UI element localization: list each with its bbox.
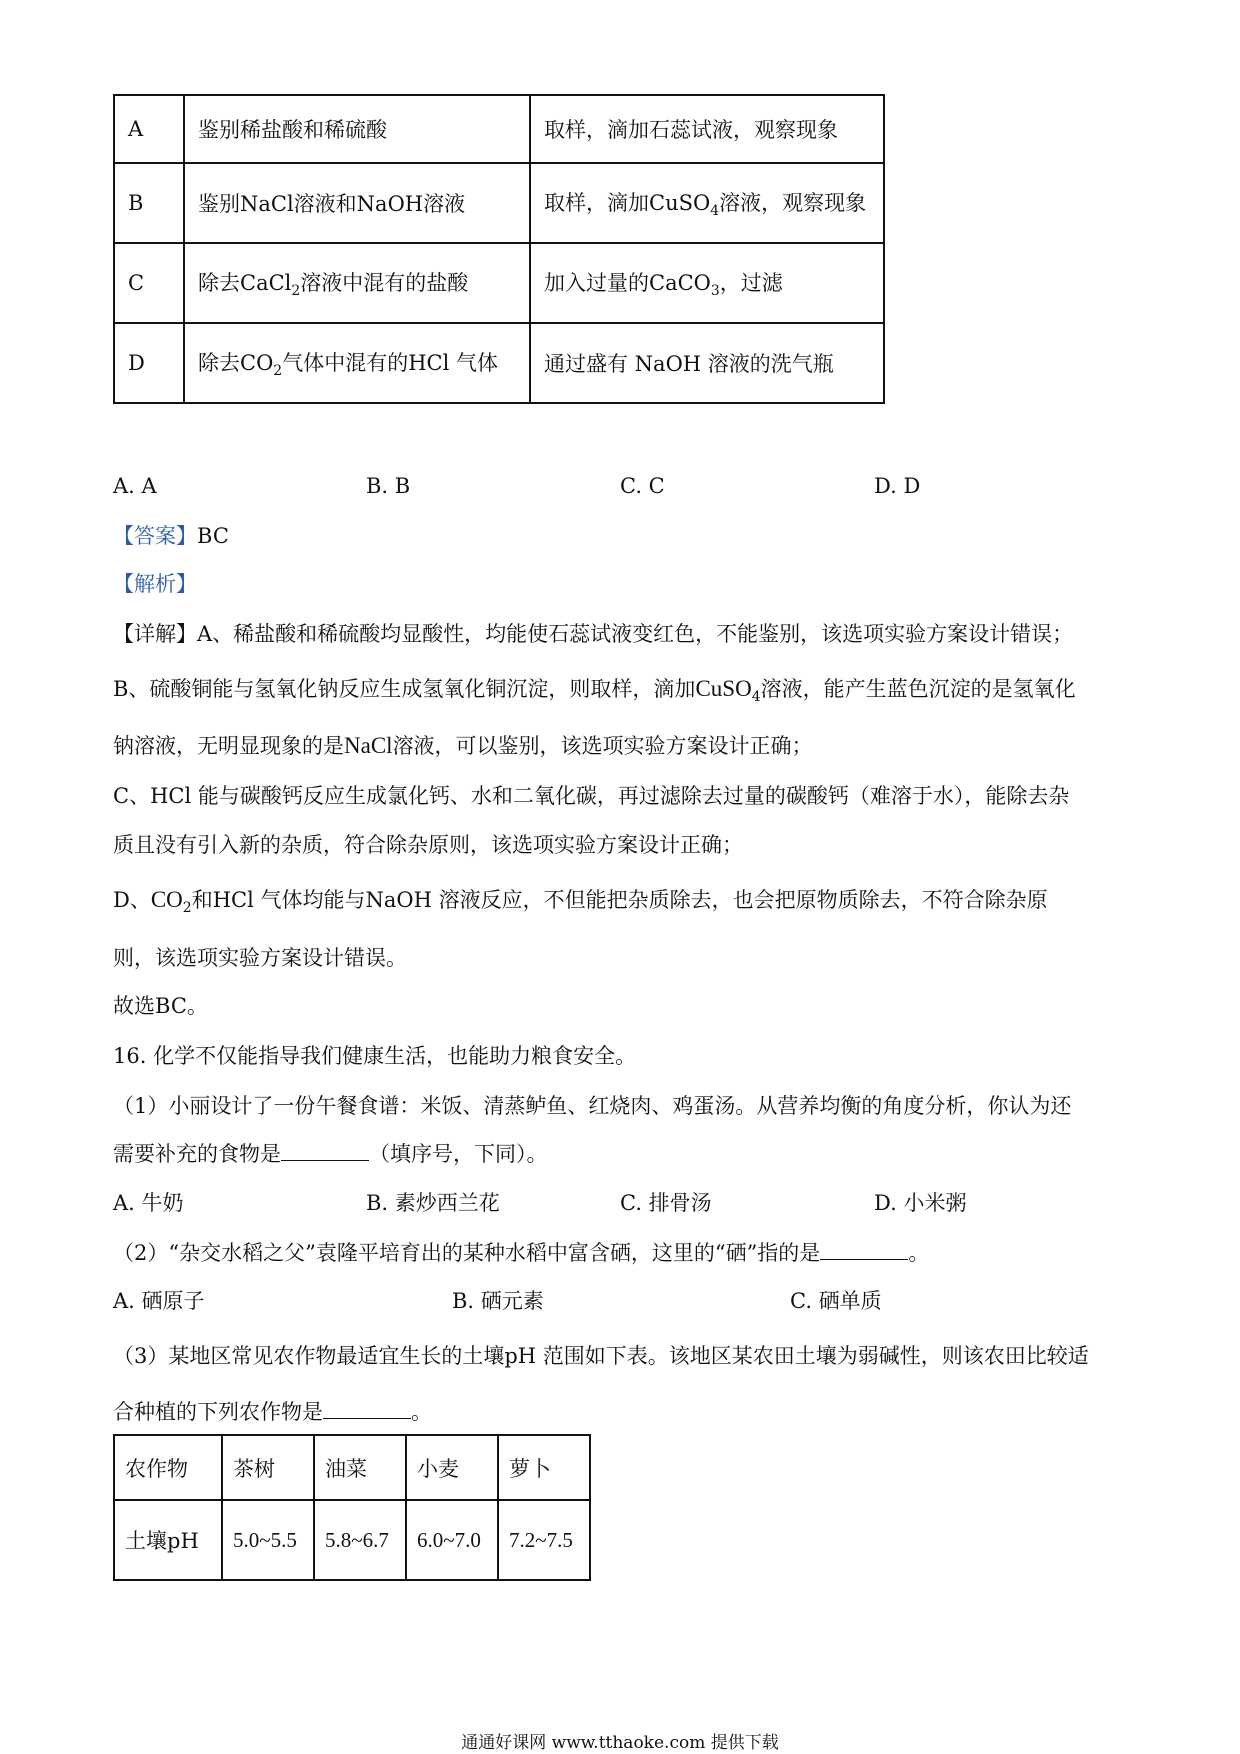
row-purpose: 鉴别NaCl溶液和NaOH溶液 xyxy=(184,163,530,243)
table-header-cell: 油菜 xyxy=(314,1435,406,1500)
option-b: B. 硒元素 xyxy=(452,1289,544,1313)
row-purpose: 除去$CO_2$气体中混有的HCl 气体 xyxy=(184,323,530,403)
table-cell: 7.2~7.5 xyxy=(498,1500,590,1580)
experiment-table xyxy=(113,94,885,404)
question-part: （3）某地区常见农作物最适宜生长的土壤pH 范围如下表。该地区某农田土壤为弱碱性，则该农田比较适 xyxy=(113,1344,1089,1368)
option-c: C. 排骨汤 xyxy=(620,1191,712,1215)
option-c: C. C xyxy=(620,474,665,498)
detail-line: B、硫酸铜能与氢氧化钠反应生成氢氧化铜沉淀，则取样，滴加CuSO$_4$溶液，能产生蓝色沉淀的是氢氧化 xyxy=(113,676,1076,705)
table-row xyxy=(114,1500,590,1580)
row-label: A xyxy=(114,95,184,163)
table-header-cell: 萝卜 xyxy=(498,1435,590,1500)
question-part: 需要补充的食物是 （填序号，下同）。 xyxy=(113,1142,548,1166)
detail-line: C、HCl 能与碳酸钙反应生成氯化钙、水和二氧化碳，再过滤除去过量的碳酸钙（难溶于水），能除去杂 xyxy=(113,784,1070,808)
detail-line: D、$CO_2$和HCl 气体均能与NaOH 溶液反应，不但能把杂质除去，也会把原物质除去，不符合除杂原 xyxy=(113,887,1048,916)
row-purpose: 除去CaCl$_2$溶液中混有的盐酸 xyxy=(184,243,530,323)
question-part: （1）小丽设计了一份午餐食谱：米饭、清蒸鲈鱼、红烧肉、鸡蛋汤。从营养均衡的角度分析，你认为还 xyxy=(113,1094,1072,1118)
answer-value: BC xyxy=(197,524,229,548)
table-cell: 土壤pH xyxy=(114,1500,222,1580)
page-footer: 通通好课网 www.tthaoke.com 提供下载 xyxy=(461,1733,779,1753)
detail-line: 故选BC。 xyxy=(113,994,208,1018)
row-method: 取样，滴加CuSO$_4$溶液，观察现象 xyxy=(530,163,884,243)
answer-blank[interactable] xyxy=(323,1400,411,1419)
answer-blank[interactable] xyxy=(820,1241,908,1260)
table-cell: 5.8~6.7 xyxy=(314,1500,406,1580)
answer-label: 【答案】 xyxy=(113,524,197,548)
option-d: D. D xyxy=(874,474,921,498)
table-cell: 5.0~5.5 xyxy=(222,1500,314,1580)
detail-line: 【详解】A、稀盐酸和稀硫酸均显酸性，均能使石蕊试液变红色，不能鉴别，该选项实验方案设计错误； xyxy=(113,622,1074,646)
table-row xyxy=(114,1435,590,1500)
detail-line: 则，该选项实验方案设计错误。 xyxy=(113,946,407,970)
option-a: A. 硒原子 xyxy=(113,1289,205,1313)
table-row xyxy=(114,323,884,403)
table-row xyxy=(114,243,884,323)
option-c: C. 硒单质 xyxy=(790,1289,882,1313)
table-cell: 6.0~7.0 xyxy=(406,1500,498,1580)
option-b: B. 素炒西兰花 xyxy=(366,1191,500,1215)
answer-line xyxy=(113,520,229,550)
detail-line: 钠溶液，无明显现象的是NaCl溶液，可以鉴别，该选项实验方案设计正确； xyxy=(113,733,813,758)
question-stem: 16. 化学不仅能指导我们健康生活，也能助力粮食安全。 xyxy=(113,1044,637,1068)
answer-blank[interactable] xyxy=(281,1142,369,1161)
question-part: （2）“杂交水稻之父”袁隆平培育出的某种水稻中富含硒，这里的“硒”指的是 。 xyxy=(113,1241,930,1265)
row-method: 通过盛有 NaOH 溶液的洗气瓶 xyxy=(530,323,884,403)
analysis-label: 【解析】 xyxy=(113,572,197,596)
option-a: A. 牛奶 xyxy=(113,1191,184,1215)
row-method: 加入过量的CaCO$_3$，过滤 xyxy=(530,243,884,323)
table-header-cell: 农作物 xyxy=(114,1435,222,1500)
row-method: 取样，滴加石蕊试液，观察现象 xyxy=(530,95,884,163)
soil-ph-table xyxy=(113,1434,591,1581)
table-row xyxy=(114,163,884,243)
row-label: C xyxy=(114,243,184,323)
row-label: B xyxy=(114,163,184,243)
question-part: 合种植的下列农作物是 。 xyxy=(113,1400,432,1424)
option-a: A. A xyxy=(113,474,157,498)
detail-line: 质且没有引入新的杂质，符合除杂原则，该选项实验方案设计正确； xyxy=(113,833,743,857)
option-d: D. 小米粥 xyxy=(874,1191,967,1215)
row-label: D xyxy=(114,323,184,403)
table-header-cell: 茶树 xyxy=(222,1435,314,1500)
table-header-cell: 小麦 xyxy=(406,1435,498,1500)
option-b: B. B xyxy=(366,474,411,498)
row-purpose: 鉴别稀盐酸和稀硫酸 xyxy=(184,95,530,163)
table-row xyxy=(114,95,884,163)
